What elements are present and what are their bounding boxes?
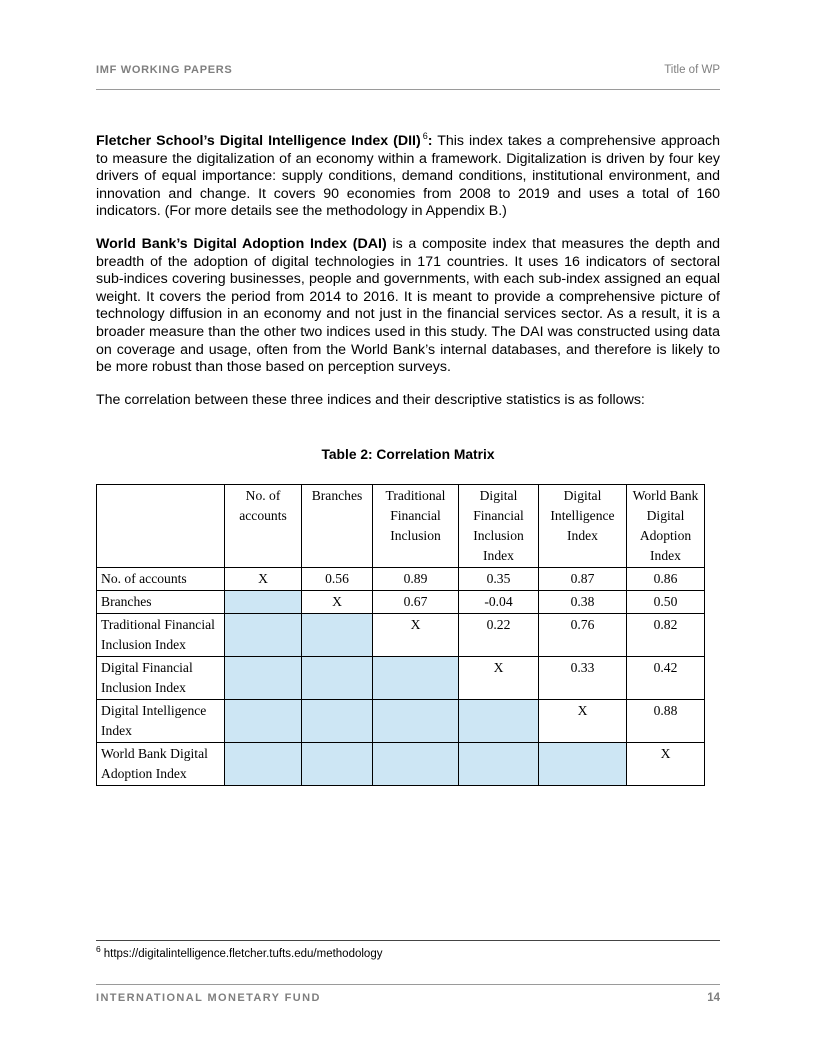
- corr-cell: 0.42: [627, 657, 705, 700]
- corr-cell-shaded: [373, 700, 459, 743]
- page-header: [96, 64, 720, 76]
- corr-cell-shaded: [302, 657, 373, 700]
- paragraph-dii: [96, 133, 720, 221]
- corr-cell-shaded: [459, 700, 539, 743]
- paragraph-correlation-intro: The correlation between these three indices and their descriptive statistics is as follows:: [96, 391, 645, 408]
- corr-cell: X: [302, 591, 373, 614]
- dai-heading: World Bank’s Digital Adoption Index (DAI): [96, 235, 387, 252]
- table-row: [97, 568, 705, 591]
- corr-cell: 0.82: [627, 614, 705, 657]
- corr-cell: -0.04: [459, 591, 539, 614]
- col-header-no-of-accounts: No. of accounts: [225, 485, 302, 568]
- header-rule: [96, 89, 720, 90]
- table-row: [97, 614, 705, 657]
- col-header-digital-intelligence-index: Digital Intelligence Index: [539, 485, 627, 568]
- table-header-row: [97, 485, 705, 568]
- corr-cell: 0.50: [627, 591, 705, 614]
- corner-cell: [97, 485, 225, 568]
- corr-cell: 0.86: [627, 568, 705, 591]
- col-header-branches: Branches: [302, 485, 373, 568]
- corr-cell: 0.67: [373, 591, 459, 614]
- corr-cell: 0.87: [539, 568, 627, 591]
- footnote: [96, 944, 720, 962]
- corr-cell: X: [459, 657, 539, 700]
- corr-cell: 0.35: [459, 568, 539, 591]
- corr-cell-shaded: [225, 614, 302, 657]
- corr-cell-shaded: [459, 743, 539, 786]
- row-header-traditional-financial-inclusion-index: Traditional Financial Inclusion Index: [97, 614, 225, 657]
- corr-cell: 0.76: [539, 614, 627, 657]
- footer-rule: [96, 984, 720, 985]
- table-row: [97, 591, 705, 614]
- running-head: IMF WORKING PAPERS: [96, 64, 233, 76]
- page-footer: [96, 992, 720, 1004]
- correlation-matrix-table: [96, 484, 705, 786]
- corr-cell: X: [539, 700, 627, 743]
- footnote-url: https://digitalintelligence.fletcher.tufts.edu/methodology: [103, 948, 383, 960]
- col-header-world-bank-digital-adoption-index: World Bank Digital Adoption Index: [627, 485, 705, 568]
- dii-body-text: This index takes a comprehensive approach to measure the digitalization of an economy within a framework. Digitalization is driven by four key drivers of equal importance: supply conditions, demand conditions, institutional environment, and innovation and change. It covers 90 economies from 2008 to 2019 and uses a total of 160 indicators. (For more details see the methodology in Appendix B.): [96, 133, 720, 220]
- page-number: 14: [707, 992, 720, 1004]
- corr-cell: 0.33: [539, 657, 627, 700]
- table-title: Table 2: Correlation Matrix: [321, 447, 495, 463]
- col-header-traditional-financial-inclusion: Traditional Financial Inclusion: [373, 485, 459, 568]
- dii-footnote-ref: 6: [422, 131, 428, 142]
- corr-cell-shaded: [225, 743, 302, 786]
- footnote-number: 6: [96, 944, 101, 955]
- row-header-branches: Branches: [97, 591, 225, 614]
- corr-cell: 0.88: [627, 700, 705, 743]
- corr-cell-shaded: [225, 700, 302, 743]
- page-content: [96, 133, 720, 786]
- table-row: [97, 743, 705, 786]
- doc-title: Title of WP: [664, 64, 720, 76]
- corr-cell-shaded: [302, 700, 373, 743]
- corr-cell-shaded: [539, 743, 627, 786]
- corr-cell: X: [373, 614, 459, 657]
- corr-cell: X: [225, 568, 302, 591]
- corr-cell-shaded: [302, 743, 373, 786]
- corr-cell-shaded: [225, 657, 302, 700]
- dai-body-text: is a composite index that measures the depth and breadth of the adoption of digital technologies in 171 countries. It uses 16 indicators of sectoral sub-indices covering businesses, people and governments, with each sub-index assigned an equal weight. It covers the period from 2014 to 2016. It is meant to provide a comprehensive picture of technology diffusion in an economy and not just in the financial services sector. As a result, it is a broader measure than the other two indices used in this study. The DAI was constructed using data on coverage and usage, often from the World Bank’s internal databases, and therefore is likely to be more robust than those based on perception surveys.: [96, 235, 720, 376]
- corr-cell-shaded: [225, 591, 302, 614]
- paragraph-dai: [96, 236, 720, 377]
- corr-cell-shaded: [373, 657, 459, 700]
- corr-cell-shaded: [373, 743, 459, 786]
- table-row: [97, 700, 705, 743]
- row-header-digital-intelligence-index: Digital Intelligence Index: [97, 700, 225, 743]
- corr-cell: 0.22: [459, 614, 539, 657]
- row-header-no-of-accounts: No. of accounts: [97, 568, 225, 591]
- table-row: [97, 657, 705, 700]
- row-header-world-bank-digital-adoption-index: World Bank Digital Adoption Index: [97, 743, 225, 786]
- dii-heading-colon: :: [427, 133, 433, 149]
- row-header-digital-financial-inclusion-index: Digital Financial Inclusion Index: [97, 657, 225, 700]
- footer-organization: INTERNATIONAL MONETARY FUND: [96, 992, 321, 1004]
- corr-cell: 0.38: [539, 591, 627, 614]
- corr-cell: X: [627, 743, 705, 786]
- footnote-separator: [96, 940, 720, 941]
- col-header-digital-financial-inclusion-index: Digital Financial Inclusion Index: [459, 485, 539, 568]
- corr-cell: 0.89: [373, 568, 459, 591]
- corr-cell-shaded: [302, 614, 373, 657]
- corr-cell: 0.56: [302, 568, 373, 591]
- dii-heading: Fletcher School’s Digital Intelligence Index (DII): [96, 133, 421, 149]
